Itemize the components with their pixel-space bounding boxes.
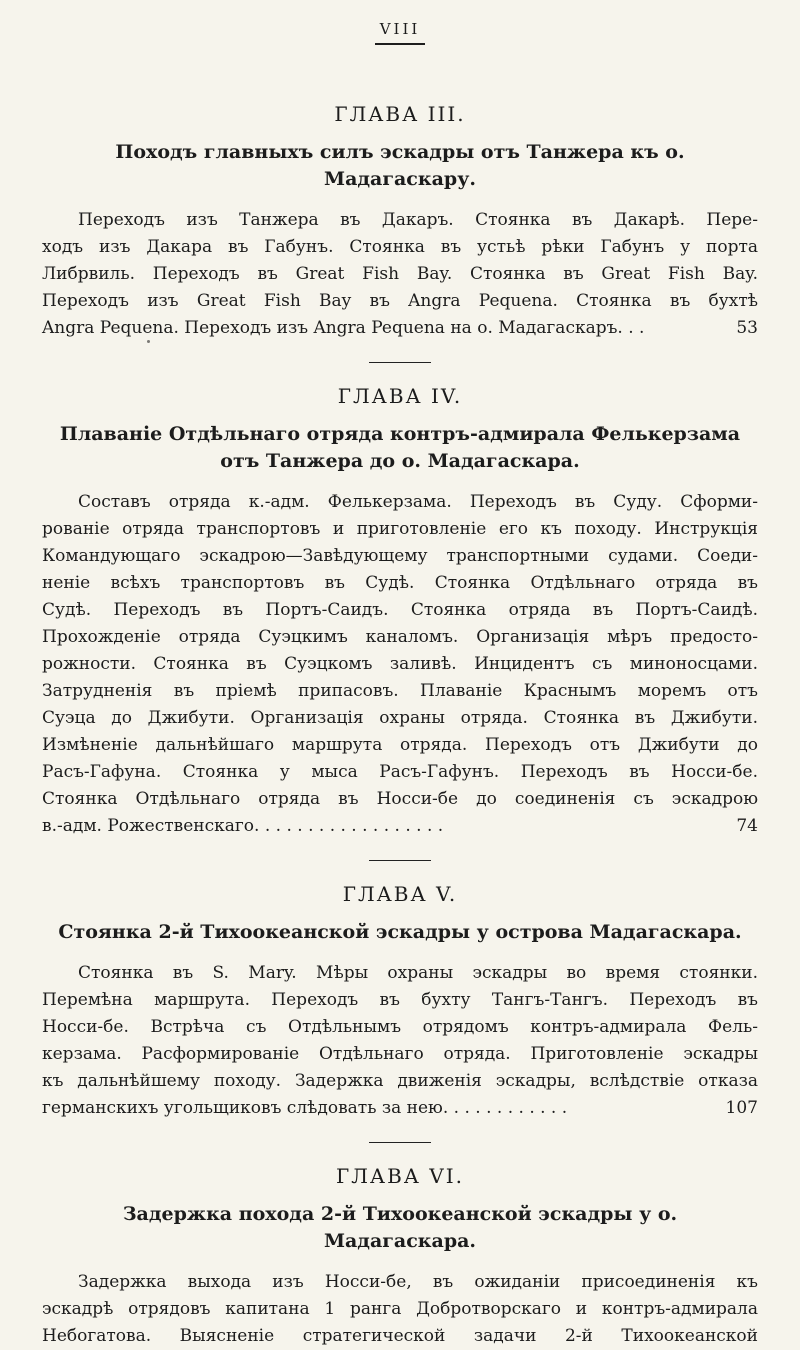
chapter-summary [42,489,758,813]
body-line: рожности. Стоянка въ Суэцкомъ заливѣ. Инцидентъ съ миноносцами. [42,654,758,674]
section-divider [369,1142,431,1143]
body-line: ходъ изъ Дакара въ Габунъ. Стоянка въ устьѣ рѣки Габунъ у порта [42,237,758,257]
chapter-heading: ГЛАВА V. [342,882,458,906]
chapter-title: Плаваніе Отдѣльнаго отряда контръ-адмирала Фелькерзама отъ Танжера до о. Мадагаскара. [59,423,741,472]
body-line: Либрвиль. Переходъ въ Great Fish Bay. Стоянка въ Great Fish Bay. [42,264,758,284]
chapter-heading: ГЛАВА III. [334,102,466,126]
body-line: Расъ-Гафуна. Стоянка у мыса Расъ-Гафунъ. Переходъ въ Носси-бе. [42,762,758,782]
chapter-section-6 [42,1163,758,1350]
chapter-summary [42,1269,758,1350]
chapter-title: Стоянка 2-й Тихоокеанской эскадры у острова Мадагаскара. [58,921,742,943]
body-line: Суэца до Джибути. Организація охраны отряда. Стоянка въ Джибути. [42,708,758,728]
body-line: Судѣ. Переходъ въ Портъ-Саидъ. Стоянка отряда въ Портъ-Саидѣ. [42,600,758,620]
book-page [42,0,758,1350]
chapter-section-5 [42,881,758,1122]
body-line: Переходъ изъ Танжера въ Дакаръ. Стоянка въ Дакарѣ. Пере- [78,210,758,230]
body-line: Стоянка Отдѣльнаго отряда въ Носси-бе до соединенія съ эскадрою [42,789,758,809]
toc-entry-line [42,315,758,342]
ink-speck [147,340,150,343]
page-ref: 107 [725,1098,758,1118]
chapter-heading: ГЛАВА VI. [336,1164,464,1188]
chapter-section-4 [42,383,758,840]
page-ref: 74 [736,816,758,836]
toc-entry-text: в.-адм. Рожественскаго. . . . . . . . . . . . . . . . . . [42,816,444,836]
body-line: Небогатова. Выясненіе стратегической задачи 2-й Тихоокеанской [42,1326,758,1346]
toc-entry-text: германскихъ угольщиковъ слѣдовать за нею. . . . . . . . . . . . [42,1098,568,1118]
body-line: рованіе отряда транспортовъ и приготовленіе его къ походу. Инструкція [42,519,758,539]
body-line: Носси-бе. Встрѣча съ Отдѣльнымъ отрядомъ контръ-адмирала Фель- [42,1017,758,1037]
body-line: Перемѣна маршрута. Переходъ въ бухту Тангъ-Тангъ. Переходъ въ [42,990,758,1010]
toc-entry-text: Angra Pequena. Переходъ изъ Angra Pequena на о. Мадагаскаръ. . . [42,318,645,338]
chapter-section-3 [42,101,758,342]
body-line: Затрудненія въ пріемѣ припасовъ. Плаваніе Краснымъ моремъ отъ [42,681,758,701]
body-line: къ дальнѣйшему походу. Задержка движенія эскадры, вслѣдствіе отказа [42,1071,758,1091]
folio-rule [375,43,425,45]
toc-entry-line [42,813,758,840]
body-line: Стоянка въ S. Mary. Мѣры охраны эскадры во время стоянки. [78,963,758,983]
body-line: Составъ отряда к.-адм. Фелькерзама. Переходъ въ Суду. Сформи- [78,492,758,512]
body-line: эскадрѣ отрядовъ капитана 1 ранга Добротворскаго и контръ-адмирала [42,1299,758,1319]
body-line: Измѣненіе дальнѣйшаго маршрута отряда. Переходъ отъ Джибути до [42,735,758,755]
section-divider [369,362,431,363]
body-line: керзама. Расформированіе Отдѣльнаго отряда. Приготовленіе эскадры [42,1044,758,1064]
body-line: Прохожденіе отряда Суэцкимъ каналомъ. Организація мѣръ предосто- [42,627,758,647]
section-divider [369,860,431,861]
body-line: Переходъ изъ Great Fish Bay въ Angra Pequena. Стоянка въ бухтѣ [42,291,758,311]
page-number: VIII [379,20,421,38]
body-line: Командующаго эскадрою—Завѣдующему транспортными судами. Соеди- [42,546,758,566]
page-header [42,20,758,45]
chapter-title: Задержка похода 2-й Тихоокеанской эскадры у о. Мадагаскара. [122,1203,678,1252]
body-line: Задержка выхода изъ Носси-бе, въ ожиданіи присоединенія къ [78,1272,758,1292]
page-ref: 53 [736,318,758,338]
chapter-summary [42,960,758,1095]
chapter-heading: ГЛАВА IV. [337,384,463,408]
chapter-title: Походъ главныхъ силъ эскадры отъ Танжера къ о. Мадагаскару. [115,141,685,190]
toc-entry-line [42,1095,758,1122]
chapter-summary [42,207,758,315]
body-line: неніе всѣхъ транспортовъ въ Судѣ. Стоянка Отдѣльнаго отряда въ [42,573,758,593]
